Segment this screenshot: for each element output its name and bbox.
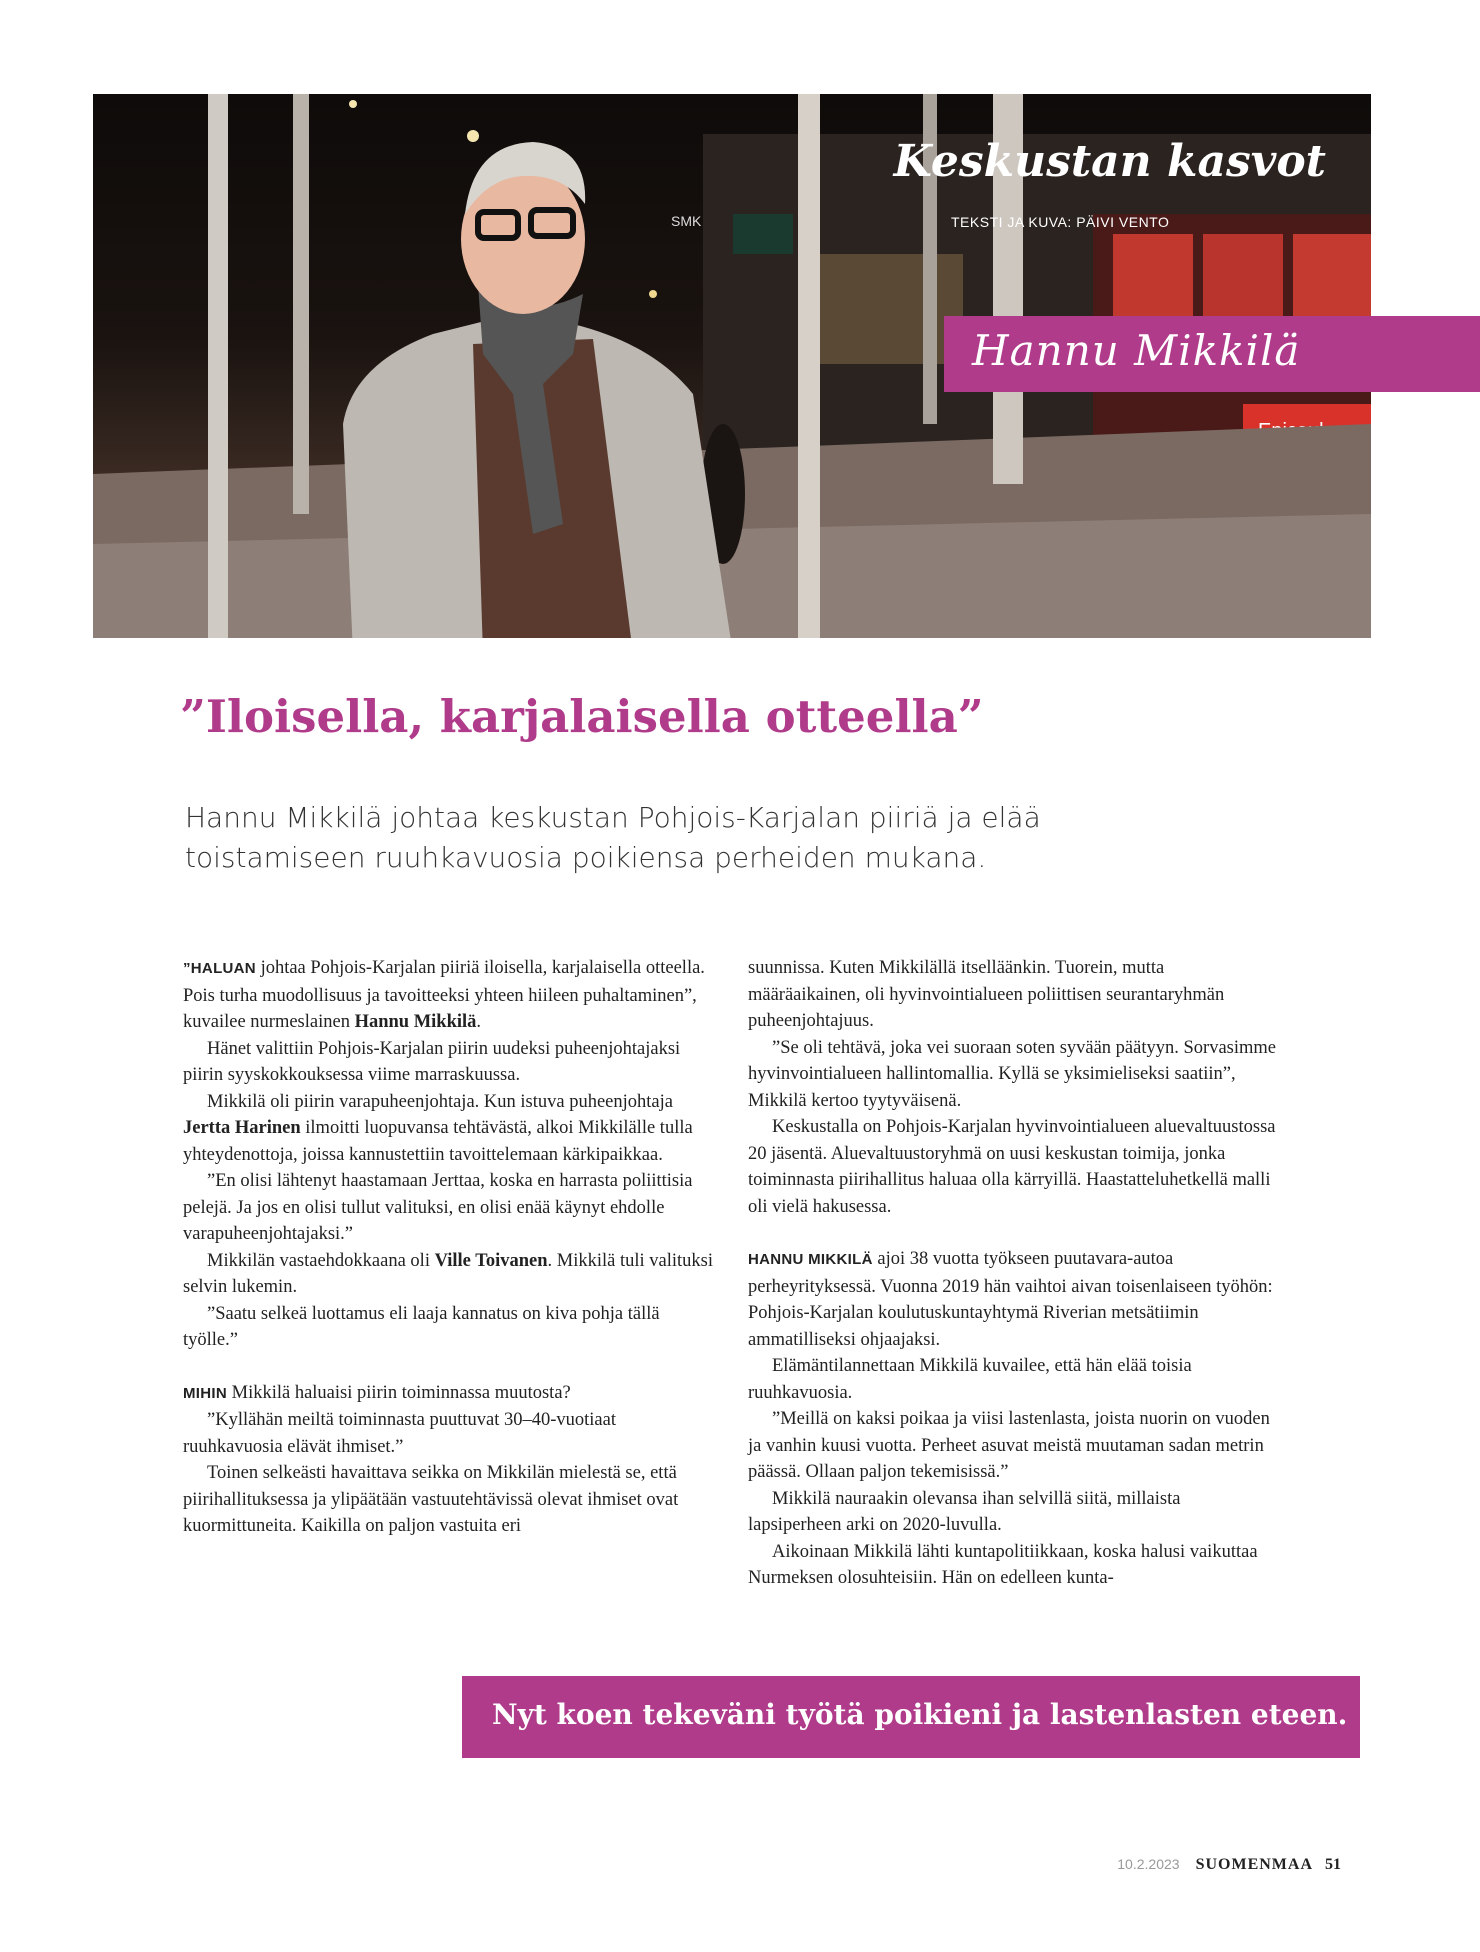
paragraph: ”Saatu selkeä luottamus eli laaja kannatus on kiva pohja tällä työlle.” xyxy=(183,1303,660,1350)
sign-panel xyxy=(733,214,793,254)
paragraph: Keskustalla on Pohjois-Karjalan hyvinvointialueen aluevaltuustossa 20 jäsentä. Aluevaltuustoryhmä on uusi keskustan toimija, jonka toiminnasta piirihallitus haluaa olla kärryillä. Haastatteluhetkellä malli oli vielä hakusessa. xyxy=(748,1117,1276,1217)
page-number: 51 xyxy=(1325,1856,1341,1873)
person-name: Jertta Harinen xyxy=(183,1118,301,1138)
lede-word: HANNU MIKKILÄ xyxy=(748,1251,873,1268)
birch-tree xyxy=(293,94,309,514)
article-lead: Hannu Mikkilä johtaa keskustan Pohjois-Karjalan piiriä ja elää toistamiseen ruuhkavuosia poikiensa perheiden mukana. xyxy=(185,801,1041,874)
paragraph: Toinen selkeästi havaittava seikka on Mikkilän mielestä se, että piirihallituksessa ja ylipäätään vastuutehtävissä olevat ihmiset ovat kuormittuneita. Kaikilla on paljon vastuita eri xyxy=(183,1463,679,1536)
person-name: Hannu Mikkilä xyxy=(354,1012,477,1032)
doorway xyxy=(813,254,963,364)
article-column-right xyxy=(748,955,1278,1592)
article-headline: ”Iloisella, karjalaisella otteella” xyxy=(180,690,984,743)
birch-tree xyxy=(208,94,228,638)
street-light xyxy=(349,100,357,108)
paragraph: Mikkilä oli piirin varapuheenjohtaja. Kun istuva puheenjohtaja Jertta Harinen ilmoitti luopuvansa tehtävästä, alkoi Mikkilälle tulla yhteydenottoja, joissa kannustettiin tavoittelemaan kärkipaikkaa. xyxy=(183,1091,693,1165)
paragraph: Aikoinaan Mikkilä lähti kuntapolitiikkaan, koska halusi vaikuttaa Nurmeksen olosuhteisiin. Hän on edelleen kunta- xyxy=(748,1541,1258,1588)
paragraph: Mikkilän vastaehdokkaana oli Ville Toivanen. Mikkilä tuli valituksi selvin lukemin. xyxy=(183,1250,713,1297)
lede-word: MIHIN xyxy=(183,1384,227,1402)
paragraph: ”En olisi lähtenyt haastamaan Jerttaa, koska en harrasta poliittisia pelejä. Ja jos en olisi tullut valituksi, en olisi enää käynyt ehdolle varapuheenjohtajaksi.” xyxy=(183,1171,693,1244)
series-title: Keskustan kasvot xyxy=(893,136,1326,187)
paragraph: MIHIN Mikkilä haluaisi piirin toiminnassa muutosta? xyxy=(183,1382,571,1403)
pull-quote-text: Nyt koen tekeväni työtä poikieni ja lastenlasten eteen. xyxy=(492,1698,1348,1731)
magazine-name: SUOMENMAA xyxy=(1195,1856,1313,1873)
paragraph: Elämäntilannettaan Mikkilä kuvailee, että hän elää toisia ruuhkavuosia. xyxy=(748,1356,1192,1403)
shop-sign-text: SMK xyxy=(671,213,702,229)
paragraph: Hänet valittiin Pohjois-Karjalan piirin uudeksi puheenjohtajaksi piirin syyskokkouksessa viime marraskuussa. xyxy=(183,1038,681,1085)
paragraph: ”HALUAN johtaa Pohjois-Karjalan piiriä iloisella, karjalaisella otteella. Pois turha muodollisuus ja tavoitteeksi yhteen hiileen puhaltaminen”, kuvailee nurmeslainen Hannu Mikkilä. xyxy=(183,958,705,1032)
name-banner-text: Hannu Mikkilä xyxy=(972,326,1301,375)
paragraph: ”Kyllähän meiltä toiminnasta puuttuvat 30–40-vuotiaat ruuhkavuosia elävät ihmiset.” xyxy=(183,1410,616,1457)
paragraph: ”Meillä on kaksi poikaa ja viisi lastenlasta, joista nuorin on vuoden ja vanhin kuusi vuotta. Perheet asuvat meistä muutaman sadan metrin päässä. Ollaan paljon tekemisissä.” xyxy=(748,1409,1270,1482)
paragraph: Mikkilä nauraakin olevansa ihan selvillä siitä, millaista lapsiperheen arki on 2020-luvulla. xyxy=(748,1488,1181,1535)
name-banner xyxy=(944,316,1480,392)
paragraph: ”Se oli tehtävä, joka vei suoraan soten syvään päätyyn. Sorvasimme hyvinvointialueen hallintomallia. Kyllä se yksimieliseksi saatiin”, Mikkilä kertoo tyytyväisenä. xyxy=(748,1037,1276,1111)
issue-date: 10.2.2023 xyxy=(1117,1856,1180,1872)
photo-credit: TEKSTI JA KUVA: PÄIVI VENTO xyxy=(951,214,1170,230)
paragraph: HANNU MIKKILÄ ajoi 38 vuotta työkseen puutavara-autoa perheyrityksessä. Vuonna 2019 hän vaihtoi aivan toisenlaiseen työhön: Pohjois-Karjalan koulutuskuntayhtymä Riverian metsätiimin ammatilliseksi ohjaajaksi. xyxy=(748,1249,1273,1350)
article-column-left xyxy=(183,955,713,1540)
street-light xyxy=(467,130,479,142)
birch-tree xyxy=(798,94,820,638)
pull-quote xyxy=(462,1676,1360,1758)
person-name: Ville Toivanen xyxy=(434,1250,548,1271)
page-footer xyxy=(1117,1856,1341,1874)
street-light xyxy=(649,290,657,298)
paragraph: suunnissa. Kuten Mikkilällä itselläänkin. Tuorein, mutta määräaikainen, oli hyvinvointialueen poliittisen seurantaryhmän puheenjohtajuus. xyxy=(748,958,1225,1031)
lede-word: ”HALUAN xyxy=(183,960,256,977)
